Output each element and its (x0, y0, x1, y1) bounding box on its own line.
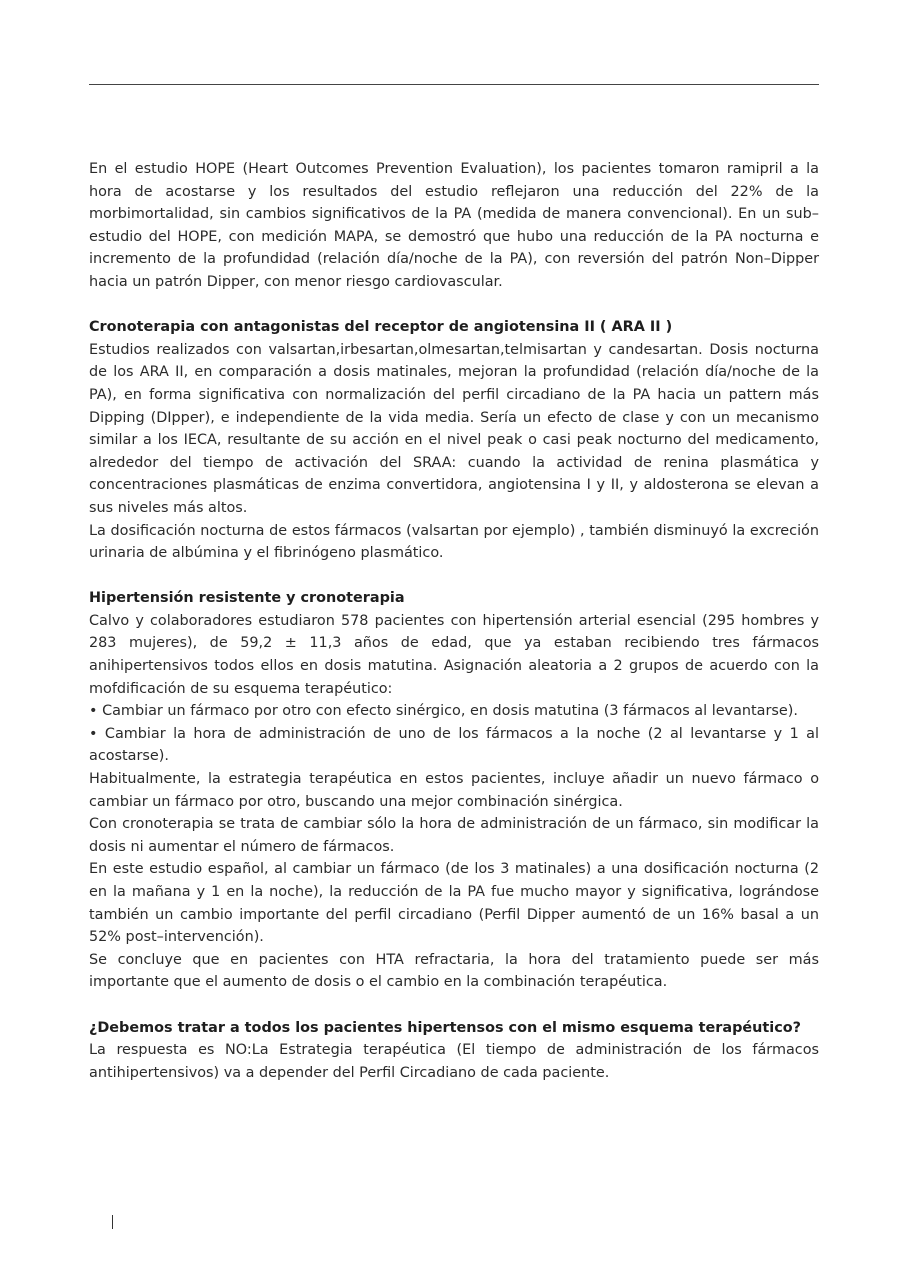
resistant-paragraph-4: Se concluye que en pacientes con HTA refractaria, la hora del tratamiento puede ser más importante que el aumento de dosis o el cambio en la combinación terapéutica. (89, 951, 819, 991)
resistant-intro: Calvo y colaboradores estudiaron 578 pacientes con hipertensión arterial esencial (295 hombres y 283 mujeres), de 59,2 ± 11,3 años de edad, que ya estaban recibiendo tres fármacos anihipertensivos todos ellos en dosis matutina. Asignación aleatoria a 2 grupos de acuerdo con la mofdificación de su esquema terapéutico: (89, 612, 819, 697)
resistant-paragraph-3: En este estudio español, al cambiar un fármaco (de los 3 matinales) a una dosificación nocturna (2 en la mañana y 1 en la noche), la reducción de la PA fue mucho mayor y significativa, lográndose también un cambio importante del perfil circadiano (Perfil Dipper aumentó de un 16% basal a un 52% post–intervención). (89, 861, 819, 946)
question-heading: ¿Debemos tratar a todos los pacientes hipertensos con el mismo esquema terapéutico? (89, 1019, 801, 1036)
page-footer-mark (112, 1215, 113, 1229)
ara2-paragraph: Estudios realizados con valsartan,irbesartan,olmesartan,telmisartan y candesartan. Dosis nocturna de los ARA II, en comparación a dosis matinales, mejoran la profundidad (relación día/noche de la PA), en forma significativa con normalización del perfil circadiano de la PA hacia un pattern más Dipping (DIpper), e independiente de la vida media. Sería un efecto de clase y con un mecanismo similar a los IECA, resultante de su acción en el nivel peak o casi peak nocturno del medicamento, alrededor del tiempo de activación del SRAA: cuando la actividad de renina plasmática y concentraciones plasmáticas de enzima convertidora, angiotensina I y II, y aldosterona se elevan a sus niveles más altos. (89, 341, 819, 516)
header-rule (89, 84, 819, 85)
resistant-paragraph-2: Con cronoterapia se trata de cambiar sólo la hora de administración de un fármaco, sin modificar la dosis ni aumentar el número de fármacos. (89, 816, 819, 855)
hope-paragraph: En el estudio HOPE (Heart Outcomes Prevention Evaluation), los pacientes tomaron ramipril a la hora de acostarse y los resultados del estudio reflejaron una reducción del 22% de la morbimortalidad, sin cambios significativos de la PA (medida de manera convencional). En un sub–estudio del HOPE, con medición MAPA, se demostró que hubo una reducción de la PA nocturna e incremento de la profundidad (relación día/noche de la PA), con reversión del patrón Non–Dipper hacia un patrón Dipper, con menor riesgo cardiovascular. (89, 161, 819, 290)
resistant-bullet-1: • Cambiar un fármaco por otro con efecto sinérgico, en dosis matutina (3 fármacos al levantarse). (89, 703, 798, 720)
resistant-bullet-2: • Cambiar la hora de administración de uno de los fármacos a la noche (2 al levantarse y 1 al acostarse). (89, 725, 819, 765)
section-spacer (89, 994, 819, 1017)
ara2-paragraph-2: La dosificación nocturna de estos fármacos (valsartan por ejemplo) , también disminuyó la excreción urinaria de albúmina y el fibrinógeno plasmático. (89, 522, 819, 562)
ara2-heading: Cronoterapia con antagonistas del receptor de angiotensina II ( ARA II ) (89, 319, 673, 336)
question-answer: La respuesta es NO:La Estrategia terapéutica (El tiempo de administración de los fármacos antihipertensivos) va a depender del Perfil Circadiano de cada paciente. (89, 1042, 819, 1081)
resistant-heading: Hipertensión resistente y cronoterapia (89, 590, 405, 607)
section-spacer (89, 294, 819, 317)
page-body (89, 158, 819, 1084)
section-spacer (89, 565, 819, 588)
resistant-paragraph-1: Habitualmente, la estrategia terapéutica en estos pacientes, incluye añadir un nuevo fármaco o cambiar un fármaco por otro, buscando una mejor combinación sinérgica. (89, 771, 819, 810)
